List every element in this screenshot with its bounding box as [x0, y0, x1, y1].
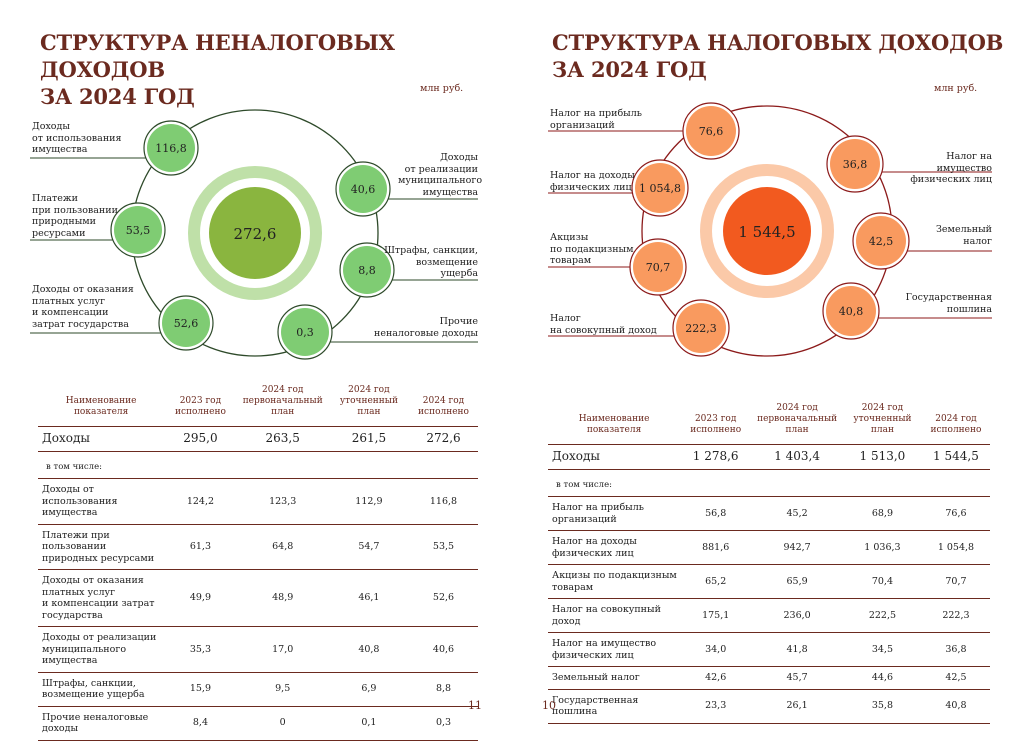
- left-table-header-cell: Наименование показателя: [38, 382, 164, 427]
- table-cell: 8,8: [409, 672, 478, 706]
- left-table-header-cell: 2023 год исполнено: [164, 382, 236, 427]
- table-cell: 123,3: [237, 479, 329, 525]
- table-row: [38, 627, 478, 673]
- table-cell: 64,8: [237, 524, 329, 570]
- table-row-name: Налог на прибыль организаций: [548, 497, 680, 531]
- table-row-name: Налог на совокупный доход: [548, 599, 680, 633]
- table-cell: 45,7: [751, 667, 843, 690]
- left-table-header-cell: 2024 год первоначальный план: [237, 382, 329, 427]
- table-cell: 70,7: [922, 565, 990, 599]
- table-cell: 35,8: [843, 689, 922, 723]
- table-cell: 222,5: [843, 599, 922, 633]
- table-row-name: Земельный налог: [548, 667, 680, 690]
- table-cell: 40,6: [409, 627, 478, 673]
- right-bubble-value-3: 222,3: [685, 322, 717, 335]
- left-page-number: 11: [468, 699, 482, 712]
- right-table-header-cell: 2023 год исполнено: [680, 400, 751, 445]
- table-row: [38, 672, 478, 706]
- right-bubble-value-1: 1 054,8: [639, 182, 681, 195]
- right-table-total-name: Доходы: [548, 445, 680, 470]
- table-row-name: Акцизы по подакцизным товарам: [548, 565, 680, 599]
- right-page-number: 10: [542, 699, 556, 712]
- table-cell: 0: [237, 706, 329, 740]
- table-row: [38, 479, 478, 525]
- table-cell: 236,0: [751, 599, 843, 633]
- table-cell: 1 054,8: [922, 531, 990, 565]
- table-cell: 54,7: [329, 524, 409, 570]
- right-table-header-cell: Наименование показателя: [548, 400, 680, 445]
- right-table-header-cell: 2024 год уточненный план: [843, 400, 922, 445]
- right-bubble-value-5: 42,5: [868, 235, 894, 248]
- left-table-header-cell: 2024 год исполнено: [409, 382, 478, 427]
- left-bubble-value-2: 52,6: [173, 317, 199, 330]
- table-cell: 942,7: [751, 531, 843, 565]
- table-cell: 34,5: [843, 633, 922, 667]
- left-bubble-value-0: 116,8: [155, 142, 187, 155]
- right-table-total-cell: 1 403,4: [751, 445, 843, 470]
- left-table: [38, 382, 478, 741]
- table-cell: 0,3: [409, 706, 478, 740]
- right-table-header: [548, 400, 990, 445]
- table-cell: 9,5: [237, 672, 329, 706]
- table-cell: 222,3: [922, 599, 990, 633]
- table-cell: 46,1: [329, 570, 409, 627]
- right-table: [548, 400, 990, 724]
- table-row-name: Штрафы, санкции, возмещение ущерба: [38, 672, 164, 706]
- table-cell: 116,8: [409, 479, 478, 525]
- right-unit-label: млн руб.: [934, 83, 978, 94]
- table-row-name: Доходы от использования имущества: [38, 479, 164, 525]
- table-row: [548, 497, 990, 531]
- table-row-name: Прочие неналоговые доходы: [38, 706, 164, 740]
- left-bubble-value-4: 8,8: [358, 264, 376, 277]
- table-cell: 15,9: [164, 672, 236, 706]
- table-cell: 48,9: [237, 570, 329, 627]
- left-center-value: 272,6: [233, 225, 277, 243]
- right-table-header-cell: 2024 год первоначальный план: [751, 400, 843, 445]
- right-bubble-value-4: 36,8: [842, 158, 868, 171]
- left-bubble-label-3: Доходы от реализации муниципального имущества: [398, 152, 483, 198]
- right-table-subtitle: в том числе:: [548, 469, 990, 497]
- left-table-header: [38, 382, 478, 427]
- table-cell: 70,4: [843, 565, 922, 599]
- table-cell: 175,1: [680, 599, 751, 633]
- table-cell: 41,8: [751, 633, 843, 667]
- left-table-total-row: [38, 427, 478, 452]
- table-cell: 68,9: [843, 497, 922, 531]
- table-cell: 36,8: [922, 633, 990, 667]
- table-cell: 35,3: [164, 627, 236, 673]
- left-table-subtitle: в том числе:: [38, 451, 478, 479]
- table-row: [548, 667, 990, 690]
- left-unit-label: млн руб.: [420, 83, 464, 94]
- right-bubble-label-0: Налог на прибыль организаций: [550, 108, 642, 131]
- table-cell: 42,5: [922, 667, 990, 690]
- table-row-name: Доходы от реализации муниципального имущества: [38, 627, 164, 673]
- left-table-subtitle-row: [38, 451, 478, 479]
- table-cell: 0,1: [329, 706, 409, 740]
- right-bubble-value-2: 70,7: [645, 261, 671, 274]
- table-cell: 26,1: [751, 689, 843, 723]
- right-table-header-cell: 2024 год исполнено: [922, 400, 990, 445]
- left-table-header-cell: 2024 год уточненный план: [329, 382, 409, 427]
- table-cell: 61,3: [164, 524, 236, 570]
- left-table-total-cell: 263,5: [237, 427, 329, 452]
- left-bubble-label-0: Доходы от использования имущества: [32, 121, 122, 155]
- right-table-total-cell: 1 278,6: [680, 445, 751, 470]
- left-title-line1: СТРУКТУРА НЕНАЛОГОВЫХ ДОХОДОВ: [40, 30, 395, 82]
- table-row: [38, 570, 478, 627]
- table-cell: 17,0: [237, 627, 329, 673]
- right-page: [512, 0, 1024, 730]
- left-title-line2: ЗА 2024 ГОД: [40, 84, 195, 109]
- table-cell: 45,2: [751, 497, 843, 531]
- table-row-name: Доходы от оказания платных услуг и компенсации затрат государства: [38, 570, 164, 627]
- table-cell: 124,2: [164, 479, 236, 525]
- table-row-name: Государственная пошлина: [548, 689, 680, 723]
- table-row: [548, 565, 990, 599]
- right-bubble-label-3: Налог на совокупный доход: [550, 313, 657, 336]
- table-row: [38, 706, 478, 740]
- table-cell: 44,6: [843, 667, 922, 690]
- right-table-total-cell: 1 544,5: [922, 445, 990, 470]
- left-table-total-cell: 272,6: [409, 427, 478, 452]
- right-bubble-label-2: Акцизы по подакцизным товарам: [550, 232, 634, 266]
- table-cell: 65,9: [751, 565, 843, 599]
- table-cell: 40,8: [329, 627, 409, 673]
- table-row: [548, 531, 990, 565]
- table-row: [38, 524, 478, 570]
- table-cell: 49,9: [164, 570, 236, 627]
- table-cell: 42,6: [680, 667, 751, 690]
- left-page: [0, 0, 512, 734]
- left-table-total-cell: 295,0: [164, 427, 236, 452]
- right-table-total-cell: 1 513,0: [843, 445, 922, 470]
- right-bubble-label-6: Государственная пошлина: [905, 292, 992, 315]
- right-bubble-label-5: Земельный налог: [936, 224, 992, 247]
- left-bubble-value-1: 53,5: [125, 224, 151, 237]
- table-cell: 881,6: [680, 531, 751, 565]
- table-cell: 56,8: [680, 497, 751, 531]
- right-bubble-value-6: 40,8: [838, 305, 864, 318]
- right-bubble-value-0: 76,6: [698, 125, 724, 138]
- left-table-total-cell: 261,5: [329, 427, 409, 452]
- table-cell: 6,9: [329, 672, 409, 706]
- table-cell: 112,9: [329, 479, 409, 525]
- table-row: [548, 633, 990, 667]
- table-row-name: Налог на имущество физических лиц: [548, 633, 680, 667]
- table-row: [548, 689, 990, 723]
- table-row-name: Платежи при пользовании природных ресурсами: [38, 524, 164, 570]
- left-bubble-label-5: Прочие неналоговые доходы: [373, 316, 478, 339]
- table-cell: 76,6: [922, 497, 990, 531]
- table-cell: 23,3: [680, 689, 751, 723]
- right-table-total-row: [548, 445, 990, 470]
- table-cell: 53,5: [409, 524, 478, 570]
- table-row: [548, 599, 990, 633]
- table-cell: 52,6: [409, 570, 478, 627]
- right-bubble-label-1: Налог на доходы физических лиц: [550, 170, 635, 193]
- right-title-line2: ЗА 2024 ГОД: [552, 57, 707, 82]
- table-cell: 40,8: [922, 689, 990, 723]
- right-title-line1: СТРУКТУРА НАЛОГОВЫХ ДОХОДОВ: [552, 30, 1004, 55]
- right-table-subtitle-row: [548, 469, 990, 497]
- left-bubble-label-1: Платежи при пользовании природными ресурсами: [32, 193, 118, 239]
- table-cell: 34,0: [680, 633, 751, 667]
- right-bubble-label-4: Налог на имущество физических лиц: [910, 151, 992, 185]
- left-bubble-label-2: Доходы от оказания платных услуг и компенсации затрат государства: [32, 284, 134, 330]
- left-bubble-value-5: 0,3: [296, 326, 314, 339]
- table-cell: 1 036,3: [843, 531, 922, 565]
- table-row-name: Налог на доходы физических лиц: [548, 531, 680, 565]
- left-bubble-label-4: Штрафы, санкции, возмещение ущерба: [384, 245, 478, 279]
- left-bubble-value-3: 40,6: [350, 183, 376, 196]
- right-center-value: 1 544,5: [738, 223, 796, 241]
- table-cell: 8,4: [164, 706, 236, 740]
- table-cell: 65,2: [680, 565, 751, 599]
- left-table-total-name: Доходы: [38, 427, 164, 452]
